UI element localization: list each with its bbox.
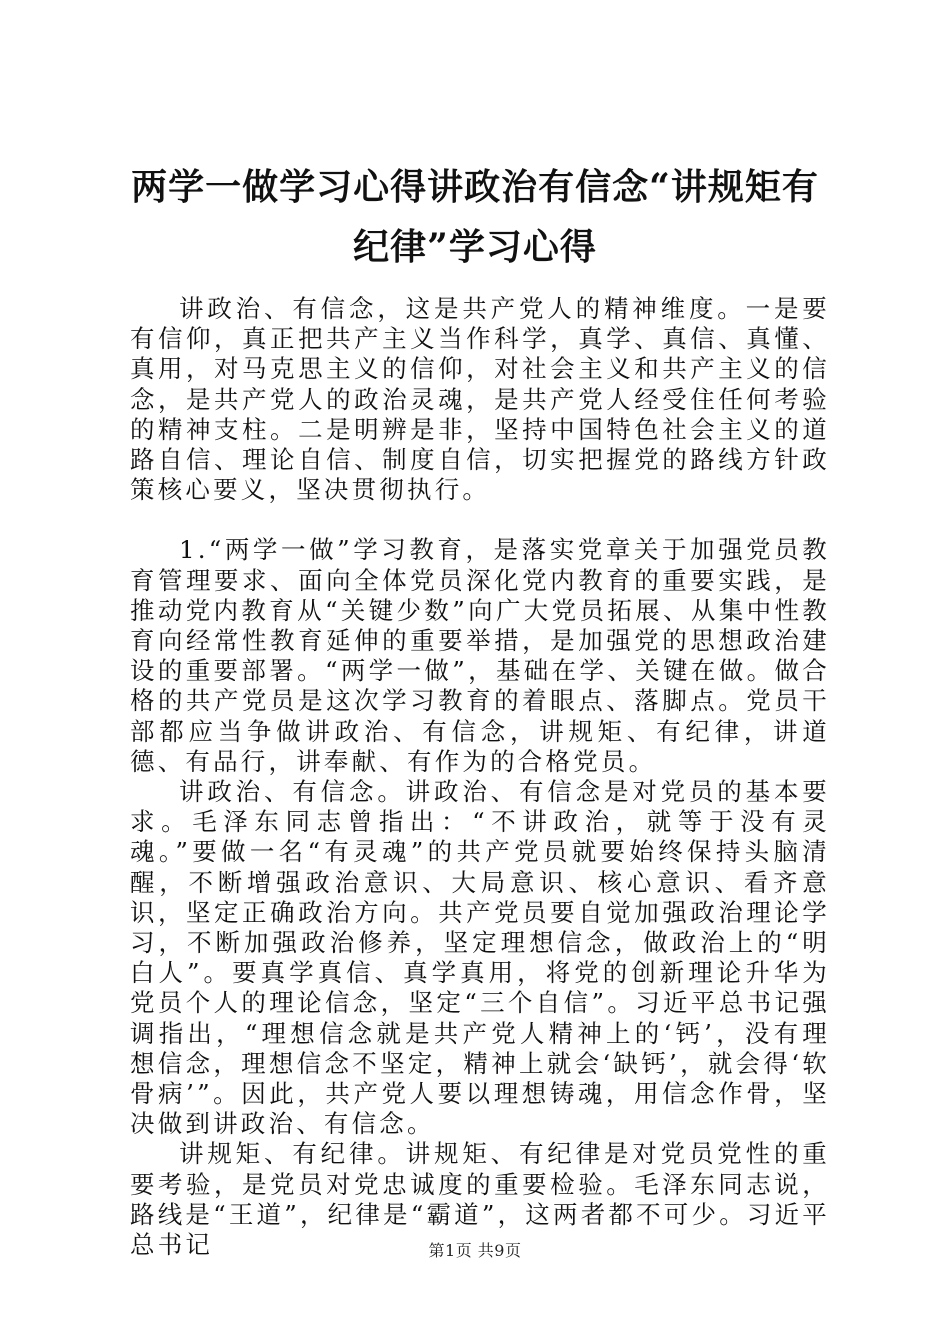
paragraph: 讲政治、有信念，这是共产党人的精神维度。一是要有信仰，真正把共产主义当作科学，真学、真信、真懂、真用，对马克思主义的信仰，对社会主义和共产主义的信念，是共产党人的政治灵魂，是共产党人经受住任何考验的精神支柱。二是明辨是非，坚持中国特色社会主义的道路自信、理论自信、制度自信，切实把握党的路线方针政策核心要义，坚决贯彻执行。 [130, 294, 830, 505]
paragraph: 讲政治、有信念。讲政治、有信念是对党员的基本要求。毛泽东同志曾指出：“不讲政治，就等于没有灵魂。”要做一名“有灵魂”的共产党员就要始终保持头脑清醒，不断增强政治意识、大局意识、核心意识、看齐意识，坚定正确政治方向。共产党员要自觉加强政治理论学习，不断加强政治修养，坚定理想信念，做政治上的“明白人”。要真学真信、真学真用，将党的创新理论升华为党员个人的理论信念，坚定“三个自信”。习近平总书记强调指出，“理想信念就是共产党人精神上的‘钙’，没有理想信念，理想信念不坚定，精神上就会‘缺钙’，就会得‘软骨病’”。因此，共产党人要以理想铸魂，用信念作骨，坚决做到讲政治、有信念。 [130, 777, 830, 1139]
paragraph-gap [130, 505, 830, 535]
document-body [130, 294, 830, 1260]
paragraph: 1.“两学一做”学习教育，是落实党章关于加强党员教育管理要求、面向全体党员深化党内教育的重要实践，是推动党内教育从“关键少数”向广大党员拓展、从集中性教育向经常性教育延伸的重要举措，是加强党的思想政治建设的重要部署。“两学一做”，基础在学、关键在做。做合格的共产党员是这次学习教育的着眼点、落脚点。党员干部都应当争做讲政治、有信念，讲规矩、有纪律，讲道德、有品行，讲奉献、有作为的合格党员。 [130, 535, 830, 776]
document-title: 两学一做学习心得讲政治有信念“讲规矩有纪律”学习心得 [131, 166, 819, 268]
paragraph: 讲规矩、有纪律。讲规矩、有纪律是对党员党性的重要考验，是党员对党忠诚度的重要检验。毛泽东同志说，路线是“王道”，纪律是“霸道”，这两者都不可少。习近平总书记 [130, 1139, 830, 1260]
page-footer: 第1页 共9页 [428, 1241, 522, 1260]
